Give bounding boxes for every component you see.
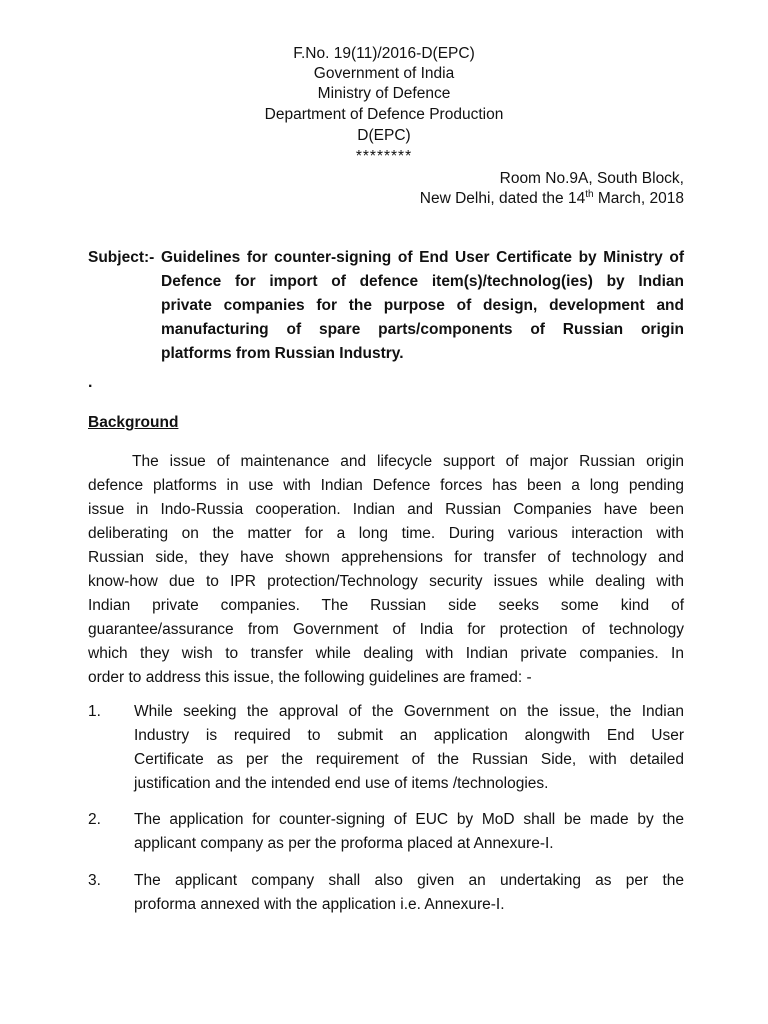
date-superscript: th — [585, 188, 594, 200]
subject-label: Subject:- — [88, 249, 155, 266]
list-item — [134, 700, 684, 796]
item-line: justification and the intended end use of items /technologies. — [134, 775, 549, 792]
subject-line: Defence for import of defence item(s)/technolog(ies) by Indian — [161, 273, 684, 290]
ministry-line: Ministry of Defence — [317, 85, 451, 102]
separator-stars: ******** — [355, 148, 413, 165]
list-item — [134, 869, 684, 917]
item-line: applicant company as per the proforma placed at Annexure-I. — [134, 835, 554, 852]
item-line: While seeking the approval of the Government on the issue, the Indian — [134, 703, 684, 720]
subject-line: Guidelines for counter-signing of End User Certificate by Ministry of — [161, 249, 684, 266]
subject-line: manufacturing of spare parts/components of Russian origin — [161, 321, 684, 338]
list-item — [134, 808, 684, 856]
item-number: 3. — [88, 872, 101, 889]
item-number: 2. — [88, 811, 101, 828]
subject-line: private companies for the purpose of design, development and — [161, 297, 684, 314]
background-paragraph — [88, 450, 684, 690]
paragraph-line: know-how due to IPR protection/Technology security issues while dealing with — [88, 573, 684, 590]
item-number: 1. — [88, 703, 101, 720]
date-suffix: March, 2018 — [593, 190, 684, 207]
paragraph-line: defence platforms in use with Indian Defence forces has been a long pending — [88, 477, 684, 494]
bullet-dot: . — [88, 374, 93, 391]
item-line: proforma annexed with the application i.e. Annexure-I. — [134, 896, 505, 913]
background-heading: Background — [88, 414, 179, 431]
item-line: The applicant company shall also given an undertaking as per the — [134, 872, 684, 889]
paragraph-line: which they wish to transfer while dealing with Indian private companies. In — [88, 645, 684, 662]
government-line: Government of India — [313, 65, 455, 82]
paragraph-line: order to address this issue, the following guidelines are framed: - — [88, 669, 532, 686]
paragraph-line: The issue of maintenance and lifecycle support of major Russian origin — [132, 453, 684, 470]
dated-line — [420, 189, 684, 210]
room-address: Room No.9A, South Block, — [499, 170, 684, 187]
paragraph-line: deliberating on the matter for a long time. During various interaction with — [88, 525, 684, 542]
item-line: The application for counter-signing of EUC by MoD shall be made by the — [134, 811, 684, 828]
subject-text — [161, 246, 684, 366]
item-line: Industry is required to submit an application alongwith End User — [134, 727, 684, 744]
paragraph-line: Russian side, they have shown apprehensions for transfer of technology and — [88, 549, 684, 566]
file-number: F.No. 19(11)/2016-D(EPC) — [293, 45, 475, 62]
department-line: Department of Defence Production — [264, 106, 504, 123]
subject-line: platforms from Russian Industry. — [161, 345, 404, 362]
date-prefix: New Delhi, dated the 14 — [419, 190, 586, 207]
paragraph-line: issue in Indo-Russia cooperation. Indian and Russian Companies have been — [88, 501, 684, 518]
division-line: D(EPC) — [357, 127, 411, 144]
paragraph-line: guarantee/assurance from Government of India for protection of technology — [88, 621, 684, 638]
item-line: Certificate as per the requirement of the Russian Side, with detailed — [134, 751, 684, 768]
paragraph-line: Indian private companies. The Russian side seeks some kind of — [88, 597, 684, 614]
